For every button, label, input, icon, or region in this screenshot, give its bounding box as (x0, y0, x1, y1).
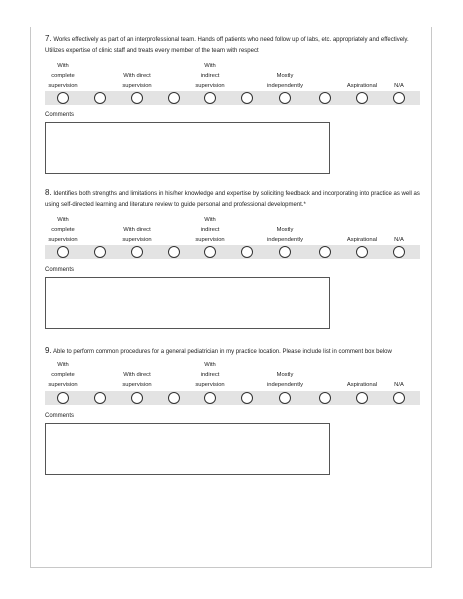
radio-mostly-independently[interactable] (279, 392, 291, 404)
radio-indirect-supervision[interactable] (204, 92, 216, 104)
radio-between-2[interactable] (168, 392, 180, 404)
comments-label: Comments (45, 112, 75, 118)
radio-between-4[interactable] (319, 392, 331, 404)
question-number: 7. (45, 34, 52, 43)
radio-between-3[interactable] (241, 392, 253, 404)
required-marker: * (303, 202, 306, 208)
radio-between-1[interactable] (94, 92, 106, 104)
radio-between-2[interactable] (168, 92, 180, 104)
question-body: Able to perform common procedures for a general pediatrician in my practice location. Please include list in comment box below (53, 349, 392, 355)
question-7 (45, 33, 425, 118)
radio-na[interactable] (393, 246, 405, 258)
radio-aspirational[interactable] (356, 246, 368, 258)
radio-aspirational[interactable] (356, 392, 368, 404)
scale-label-aspirational: Aspirational (346, 382, 378, 388)
scale-label-aspirational: Aspirational (346, 83, 378, 89)
radio-between-4[interactable] (319, 246, 331, 258)
radio-between-1[interactable] (94, 246, 106, 258)
scale-label-mostly-independently: Mostly independently (266, 227, 304, 243)
scale-label-indirect-supervision: With indirect supervision (195, 63, 225, 89)
question-text (45, 345, 425, 358)
radio-na[interactable] (393, 92, 405, 104)
question-number: 8. (45, 188, 52, 197)
scale-label-indirect-supervision: With indirect supervision (195, 217, 225, 243)
radio-complete-supervision[interactable] (57, 392, 69, 404)
scale-label-na: N/A (394, 382, 404, 388)
radio-direct-supervision[interactable] (131, 246, 143, 258)
rating-scale-labels (45, 360, 425, 390)
radio-mostly-independently[interactable] (279, 246, 291, 258)
comments-textarea[interactable] (45, 423, 330, 475)
radio-between-1[interactable] (94, 392, 106, 404)
question-body: Works effectively as part of an interprofessional team. Hands off patients who need follow up of labs, etc. appropriately and effectively. Utilizes expertise of clinic staff and treats every member of the team with respect (45, 37, 409, 54)
radio-between-3[interactable] (241, 246, 253, 258)
comments-textarea[interactable] (45, 122, 330, 174)
radio-indirect-supervision[interactable] (204, 392, 216, 404)
radio-aspirational[interactable] (356, 92, 368, 104)
comments-label: Comments (45, 267, 75, 273)
scale-label-aspirational: Aspirational (346, 237, 378, 243)
scale-label-complete-supervision: With complete supervision (48, 63, 78, 89)
scale-label-mostly-independently: Mostly independently (266, 372, 304, 388)
radio-mostly-independently[interactable] (279, 92, 291, 104)
question-9 (45, 345, 425, 419)
radio-na[interactable] (393, 392, 405, 404)
question-text (45, 187, 425, 211)
scale-label-na: N/A (394, 83, 404, 89)
scale-label-complete-supervision: With complete supervision (48, 362, 78, 388)
scale-label-na: N/A (394, 237, 404, 243)
comments-label: Comments (45, 413, 75, 419)
rating-band (45, 245, 420, 259)
radio-between-2[interactable] (168, 246, 180, 258)
radio-between-4[interactable] (319, 92, 331, 104)
scale-label-direct-supervision: With direct supervision (122, 227, 152, 243)
scale-label-complete-supervision: With complete supervision (48, 217, 78, 243)
question-8 (45, 187, 425, 273)
rating-band (45, 391, 420, 405)
scale-label-mostly-independently: Mostly independently (266, 73, 304, 89)
scale-label-direct-supervision: With direct supervision (122, 73, 152, 89)
scale-label-direct-supervision: With direct supervision (122, 372, 152, 388)
radio-direct-supervision[interactable] (131, 92, 143, 104)
comments-textarea[interactable] (45, 277, 330, 329)
radio-indirect-supervision[interactable] (204, 246, 216, 258)
rating-scale-labels (45, 215, 425, 245)
question-body: Identifies both strengths and limitations in his/her knowledge and expertise by soliciting feedback and incorporating into practice as well as using self-directed learning and literature review to guide personal and professional development. (45, 191, 420, 208)
rating-band (45, 91, 420, 105)
radio-between-3[interactable] (241, 92, 253, 104)
scale-label-indirect-supervision: With indirect supervision (195, 362, 225, 388)
question-number: 9. (45, 346, 52, 355)
question-text (45, 33, 425, 57)
radio-complete-supervision[interactable] (57, 246, 69, 258)
radio-direct-supervision[interactable] (131, 392, 143, 404)
radio-complete-supervision[interactable] (57, 92, 69, 104)
rating-scale-labels (45, 61, 425, 91)
